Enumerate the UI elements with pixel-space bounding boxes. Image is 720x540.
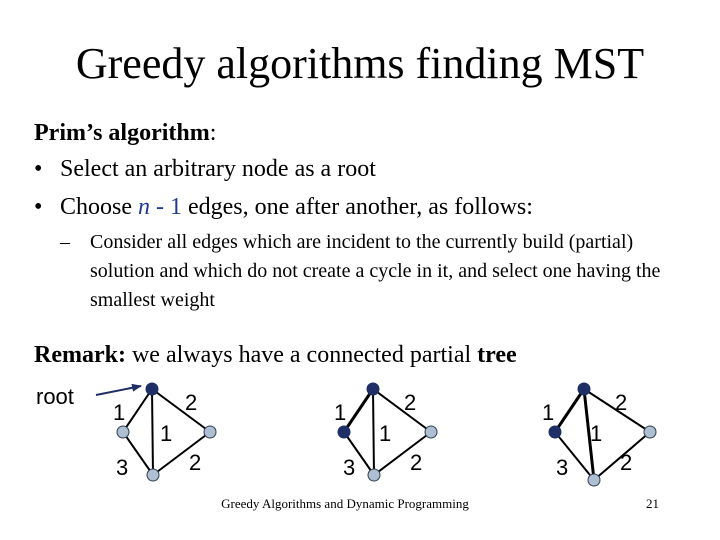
bullet-text-pre: Choose — [60, 194, 138, 220]
sub-bullet-text: Consider all edges which are incident to the currently build (partial) solution and which do not create a cycle in it, and select one having the smallest weight — [90, 231, 661, 311]
edge-weight-label: 1 — [160, 421, 173, 446]
heading-colon: : — [209, 120, 217, 146]
root-node — [146, 383, 158, 395]
edge-root-left — [123, 389, 152, 432]
edge-weight-label: 1 — [334, 400, 347, 425]
remark-text: we always have a connected partial — [125, 342, 478, 368]
edge-root-bottom — [373, 389, 374, 475]
edge-weight-label: 3 — [343, 455, 356, 480]
root-node — [367, 383, 379, 395]
heading-text: Prim’s algorithm — [34, 120, 210, 146]
graph-node — [368, 469, 380, 481]
edge-weight-label: 2 — [185, 390, 198, 415]
remark-tree: tree — [477, 342, 517, 368]
root-label: root — [36, 384, 74, 409]
bullet-symbol: • — [34, 156, 43, 182]
bullet-symbol: • — [34, 194, 43, 220]
edge-weight-label: 3 — [116, 455, 129, 480]
edge-weight-label: 3 — [556, 455, 569, 480]
edge-weight-label: 1 — [379, 421, 392, 446]
graph-step-3 — [542, 383, 656, 486]
selected-node — [338, 426, 350, 438]
sub-bullet-symbol: – — [60, 231, 70, 253]
footer-text: Greedy Algorithms and Dynamic Programming — [221, 496, 469, 511]
graph-node — [588, 474, 600, 486]
remark-label: Remark: — [34, 342, 126, 368]
edge-root-left — [344, 389, 373, 432]
minus-one: - 1 — [150, 194, 182, 220]
edge-weight-label: 2 — [620, 450, 633, 475]
variable-n: n — [138, 194, 150, 220]
edge-root-bottom — [152, 389, 153, 475]
bullet-text-post: edges, one after another, as follows: — [182, 194, 533, 220]
graph-node — [425, 426, 437, 438]
graph-step-1 — [113, 383, 216, 481]
root-arrow — [96, 386, 141, 395]
bullet-text: Select an arbitrary node as a root — [60, 156, 376, 182]
slide-title: Greedy algorithms finding MST — [75, 39, 645, 88]
edge-weight-label: 2 — [404, 390, 417, 415]
edge-root-left — [555, 389, 584, 432]
edge-weight-label: 2 — [410, 450, 423, 475]
edge-weight-label: 2 — [189, 450, 202, 475]
edge-weight-label: 2 — [615, 390, 628, 415]
graph-step-2 — [334, 383, 437, 481]
graph-node — [644, 426, 656, 438]
graph-node — [147, 469, 159, 481]
selected-node — [549, 426, 561, 438]
graph-node — [204, 426, 216, 438]
edge-weight-label: 1 — [542, 400, 555, 425]
page-number: 21 — [646, 496, 659, 511]
root-node — [578, 383, 590, 395]
edge-weight-label: 1 — [113, 400, 126, 425]
edge-weight-label: 1 — [590, 421, 603, 446]
graph-node — [117, 426, 129, 438]
